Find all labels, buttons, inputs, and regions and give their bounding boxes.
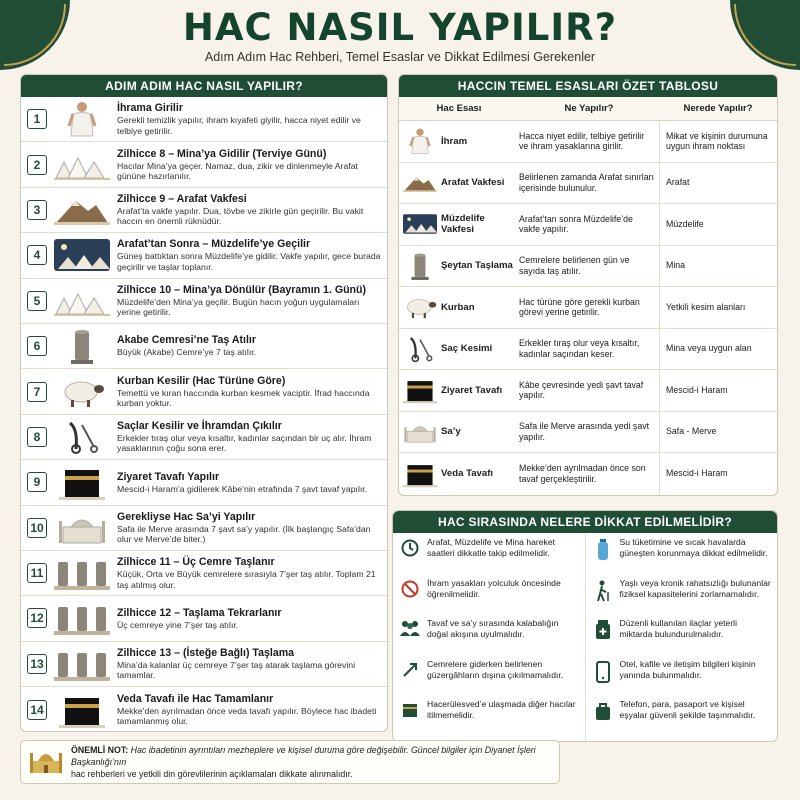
note-text-italic: Hac ibadetinin ayrıntıları mezheplere ve kişisel duruma göre değişebilir. Güncel bilgiler için Diyanet İşleri Başkanlığı’nın — [71, 745, 536, 767]
step-number: 1 — [27, 109, 47, 129]
cell-esas: Şeytan Taşlama — [441, 260, 513, 272]
step-text — [117, 556, 383, 590]
cell-nerede: Mina — [659, 246, 777, 287]
step-description: Mekke’den ayrılmadan önce veda tavafı yapılır. Böylece hac ibadeti tamamlanmış olur. — [117, 705, 377, 727]
tip-text: Arafat, Müzdelife ve Mina hareket saatleri dikkatle takip edilmelidir. — [427, 537, 556, 558]
summary-table-panel — [398, 74, 778, 496]
step-text — [117, 647, 383, 681]
tip-item — [399, 699, 579, 740]
scissors-icon — [53, 418, 111, 456]
night-camp-icon — [53, 236, 111, 274]
tip-item — [592, 699, 772, 740]
three-pillars-icon — [53, 645, 111, 683]
step-item — [21, 97, 387, 142]
water-bottle-icon — [592, 537, 614, 561]
kaaba-icon — [399, 460, 441, 488]
phone-icon — [592, 659, 614, 683]
cell-nerede: Mikat ve kişinin durumuna uygun ihram noktası — [659, 121, 777, 162]
tip-text: Cemrelere giderken belirlenen güzergâhların dışına çıkılmamalıdır. — [427, 658, 564, 680]
step-number: 7 — [27, 382, 47, 402]
tips-column-right — [586, 533, 778, 742]
step-text — [117, 607, 383, 631]
mosque-icon — [29, 745, 63, 780]
step-item — [21, 642, 387, 687]
step-item — [21, 142, 387, 187]
note-text — [71, 744, 551, 780]
step-text — [117, 420, 383, 454]
step-description: Temettü ve kıran haccında kurban kesmek vaciptir. İfrad haccında kurban yoktur. — [117, 387, 370, 409]
step-text — [117, 102, 383, 136]
table-row — [399, 329, 777, 371]
night-camp-icon — [399, 210, 441, 238]
mountain-icon — [399, 169, 441, 197]
tents-icon — [53, 146, 111, 184]
tip-item — [592, 618, 772, 659]
step-title: Zilhicce 12 – Taşlama Tekrarlanır — [117, 606, 282, 619]
step-item — [21, 279, 387, 324]
step-title: Veda Tavafı ile Hac Tamamlanır — [117, 692, 274, 705]
step-item — [21, 596, 387, 641]
cell-ne: Arafat’tan sonra Müzdelife’de vakfe yapılır. — [519, 213, 633, 235]
tip-text: Düzenli kullanılan ilaçlar yeterli miktarda bulundurulmalıdır. — [619, 618, 738, 639]
tip-text: Telefon, para, pasaport ve kişisel eşyalar güvenli şekilde taşınmalıdır. — [619, 699, 756, 720]
tips-column-left — [393, 533, 586, 742]
kaaba-icon — [399, 376, 441, 404]
step-title: Zilhicce 9 – Arafat Vakfesi — [117, 192, 247, 205]
summary-table-body — [399, 121, 777, 495]
step-title: Zilhicce 13 – (İsteğe Bağlı) Taşlama — [117, 646, 295, 659]
step-description: Güneş battıktan sonra Müzdelife’ye gidilir. Vakfe yapılır, gece burada geçirilir ve taşlar toplanır. — [117, 251, 381, 272]
kaaba-icon — [53, 463, 111, 501]
table-row — [399, 246, 777, 288]
step-number: 2 — [27, 155, 47, 175]
cell-esas: Saç Kesimi — [441, 343, 493, 355]
tents-icon — [53, 282, 111, 320]
step-title: İhrama Girilir — [117, 102, 183, 115]
cell-ne: Belirlenen zamanda Arafat sınırları içerisinde bulunulur. — [519, 172, 654, 193]
step-title: Ziyaret Tavafı Yapılır — [117, 470, 220, 483]
step-item — [21, 687, 387, 732]
cell-ne: Cemrelere belirlenen gün ve sayıda taş atılır. — [519, 255, 630, 276]
cell-nerede: Arafat — [659, 163, 777, 204]
mountain-icon — [53, 191, 111, 229]
prohibited-icon — [399, 578, 421, 598]
step-title: Zilhicce 11 – Üç Cemre Taşlanır — [117, 556, 275, 569]
step-description: Hacılar Mina’ya geçer. Namaz, dua, zikir ve dinlenmeyle Arafat gününe hazırlanılır. — [117, 160, 358, 182]
column-header-esas: Hac Esası — [436, 103, 482, 114]
step-number: 4 — [27, 245, 47, 265]
tip-text: Su tüketimine ve sıcak havalarda güneşten korunmaya dikkat edilmelidir. — [619, 537, 768, 558]
clock-icon — [399, 537, 421, 557]
cell-nerede: Müzdelife — [659, 204, 777, 245]
step-text — [117, 334, 383, 358]
dome-icon — [53, 509, 111, 547]
step-item — [21, 188, 387, 233]
page-subtitle: Adım Adım Hac Rehberi, Temel Esaslar ve Dikkat Edilmesi Gerekenler — [204, 50, 596, 64]
step-title: Gerekliyse Hac Sa’yi Yapılır — [117, 510, 256, 523]
cell-nerede: Safa - Merve — [659, 412, 777, 453]
cell-ne: Mekke’den ayrılmadan önce son tavaf gerçekleştirilir. — [519, 463, 646, 484]
pilgrim-icon — [53, 100, 111, 138]
step-item — [21, 460, 387, 505]
step-description: Müzdelife’den Mina’ya geçilir. Bugün hacın yoğun uygulamaları yerine getirilir. — [117, 296, 360, 318]
cell-ne: Hacca niyet edilir, telbiye getirilir ve ihram yasaklarına girilir. — [519, 130, 645, 152]
crowd-icon — [399, 618, 421, 636]
note-text-normal: hac rehberleri ve yetkili din görevlilerinin açıklamaları dikkate alınmalıdır. — [71, 769, 353, 779]
step-description: Üç cemreye yine 7’şer taş atılır. — [117, 619, 239, 630]
step-number: 6 — [27, 336, 47, 356]
tip-text: Yaşlı veya kronik rahatsızlığı bulunanlar fiziksel kapasitelerini zorlamamalıdır. — [619, 577, 771, 599]
step-number: 8 — [27, 427, 47, 447]
column-header-ne: Ne Yapılır? — [564, 103, 614, 114]
step-description: Gerekli temizlik yapılır, ihram kıyafeti giyilir, hacca niyet edilir ve telbiye getirilir. — [117, 115, 361, 136]
cell-ne: Erkekler tıraş olur veya kısaltır, kadınlar saçından keser. — [519, 338, 640, 359]
step-title: Saçlar Kesilir ve İhramdan Çıkılır — [117, 419, 282, 432]
steps-panel — [20, 74, 388, 732]
step-title: Akabe Cemresi’ne Taş Atılır — [117, 334, 256, 347]
cell-esas: Veda Tavafı — [441, 468, 494, 480]
sheep-icon — [53, 373, 111, 411]
pilgrim-icon — [399, 127, 441, 155]
tips-panel-title: HAC SIRASINDA NELERE DİKKAT EDİLMELİDİR? — [393, 511, 777, 533]
pillar-icon — [53, 327, 111, 365]
tip-item — [399, 618, 579, 659]
summary-table-header — [399, 97, 777, 121]
step-title: Arafat’tan Sonra – Müzdelife’ye Geçilir — [117, 238, 311, 251]
step-description: Küçük, Orta ve Büyük cemrelere sırasıyla 7’şer taş atılır. Toplam 21 taş atılmış olur. — [117, 569, 376, 590]
scissors-icon — [399, 335, 441, 363]
cell-esas: Kurban — [441, 301, 475, 313]
pillar-icon — [399, 252, 441, 280]
step-number: 13 — [27, 654, 47, 674]
important-note — [20, 740, 560, 784]
tip-text: Otel, kafile ve iletişim bilgileri kişinin yanında bulunmalıdır. — [619, 658, 756, 680]
cell-nerede: Mescid-i Haram — [659, 453, 777, 495]
kaaba-small-icon — [399, 699, 421, 719]
kaaba-icon — [53, 691, 111, 729]
cell-ne: Safa ile Merve arasında yedi şavt yapılır. — [519, 421, 650, 442]
cell-ne: Kâbe çevresinde yedi şavt tavaf yapılır. — [519, 379, 644, 401]
page-header — [0, 0, 800, 70]
cell-esas: Ziyaret Tavafı — [441, 384, 503, 396]
step-number: 9 — [27, 472, 47, 492]
step-text — [117, 193, 383, 227]
table-row — [399, 287, 777, 329]
step-description: Mina’da kalanlar üç cemreye 7’şer taş atarak taşlama görevini tamamlar. — [117, 659, 356, 681]
step-description: Mescid-i Haram’a gidilerek Kâbe’nin etrafında 7 şavt tavaf yapılır. — [117, 483, 368, 494]
bag-icon — [592, 699, 614, 721]
tip-item — [592, 537, 772, 578]
steps-list — [21, 97, 387, 732]
table-row — [399, 453, 777, 495]
cell-nerede: Mina veya uygun alan — [659, 329, 777, 370]
step-item — [21, 324, 387, 369]
tip-item — [399, 537, 579, 578]
step-item — [21, 369, 387, 414]
step-item — [21, 506, 387, 551]
tips-panel — [392, 510, 778, 742]
cell-esas: Arafat Vakfesi — [441, 177, 505, 189]
tip-text: İhram yasakları yolculuk öncesinde öğrenilmelidir. — [427, 577, 561, 599]
step-title: Zilhicce 10 – Mina’ya Dönülür (Bayramın 1. Günü) — [117, 283, 367, 296]
dome-icon — [399, 418, 441, 446]
note-label: ÖNEMLİ NOT: — [71, 745, 129, 755]
sheep-icon — [399, 293, 441, 321]
tip-item — [399, 659, 579, 700]
step-number: 3 — [27, 200, 47, 220]
cell-esas: İhram — [441, 135, 468, 147]
tip-text: Tavaf ve sa’y sırasında kalabalığın doğal akışına uyulmalıdır. — [427, 618, 559, 639]
step-item — [21, 551, 387, 596]
tip-item — [592, 578, 772, 619]
step-title: Zilhicce 8 – Mina’ya Gidilir (Terviye Günü) — [117, 147, 327, 160]
cell-esas: Müzdelife Vakfesi — [441, 213, 485, 236]
step-text — [117, 375, 383, 409]
column-header-nerede: Nerede Yapılır? — [683, 103, 753, 114]
table-row — [399, 412, 777, 454]
step-number: 14 — [27, 700, 47, 720]
cell-nerede: Yetkili kesim alanları — [659, 287, 777, 328]
step-number: 10 — [27, 518, 47, 538]
step-item — [21, 415, 387, 460]
step-text — [117, 693, 383, 727]
steps-panel-title: ADIM ADIM HAC NASIL YAPILIR? — [21, 75, 387, 97]
tip-item — [399, 578, 579, 619]
step-text — [117, 511, 383, 545]
table-row — [399, 163, 777, 205]
step-description: Safa ile Merve arasında 7 şavt sa’y yapılır. (İlk başlangıç Safa’dan olur ve Merve’de biter.) — [117, 523, 371, 545]
step-description: Erkekler tıraş olur veya kısaltır, kadınlar saçından bir uç alır. İhram yasaklarının çoğu sona erer. — [117, 432, 372, 454]
elderly-icon — [592, 578, 614, 602]
step-number: 5 — [27, 291, 47, 311]
step-description: Arafat’ta vakfe yapılır. Dua, tövbe ve zikirle gün geçirilir. Bu vakit haccın en önemli rüknüdür. — [117, 205, 364, 227]
table-row — [399, 121, 777, 163]
cell-esas: Sa’y — [441, 426, 461, 438]
page-title: HAC NASIL YAPILIR? — [182, 6, 618, 49]
tip-item — [592, 659, 772, 700]
step-text — [117, 148, 383, 182]
table-row — [399, 204, 777, 246]
step-number: 11 — [27, 563, 47, 583]
three-pillars-icon — [53, 554, 111, 592]
medicine-icon — [592, 618, 614, 640]
step-title: Kurban Kesilir (Hac Türüne Göre) — [117, 374, 286, 387]
tip-text: Hacerülesved’e ulaşmada diğer hacılar itilmemelidir. — [427, 699, 576, 720]
step-text — [117, 471, 383, 495]
step-text — [117, 238, 383, 272]
cell-nerede: Mescid-i Haram — [659, 370, 777, 411]
cell-ne: Hac türüne göre gerekli kurban görevi yerine getirilir. — [519, 296, 640, 318]
route-icon — [399, 659, 421, 679]
summary-table-title: HACCIN TEMEL ESASLARI ÖZET TABLOSU — [399, 75, 777, 97]
table-row — [399, 370, 777, 412]
step-item — [21, 233, 387, 278]
three-pillars-icon — [53, 599, 111, 637]
step-text — [117, 284, 383, 318]
step-description: Büyük (Akabe) Cemre’ye 7 taş atılır. — [117, 347, 257, 358]
step-number: 12 — [27, 608, 47, 628]
